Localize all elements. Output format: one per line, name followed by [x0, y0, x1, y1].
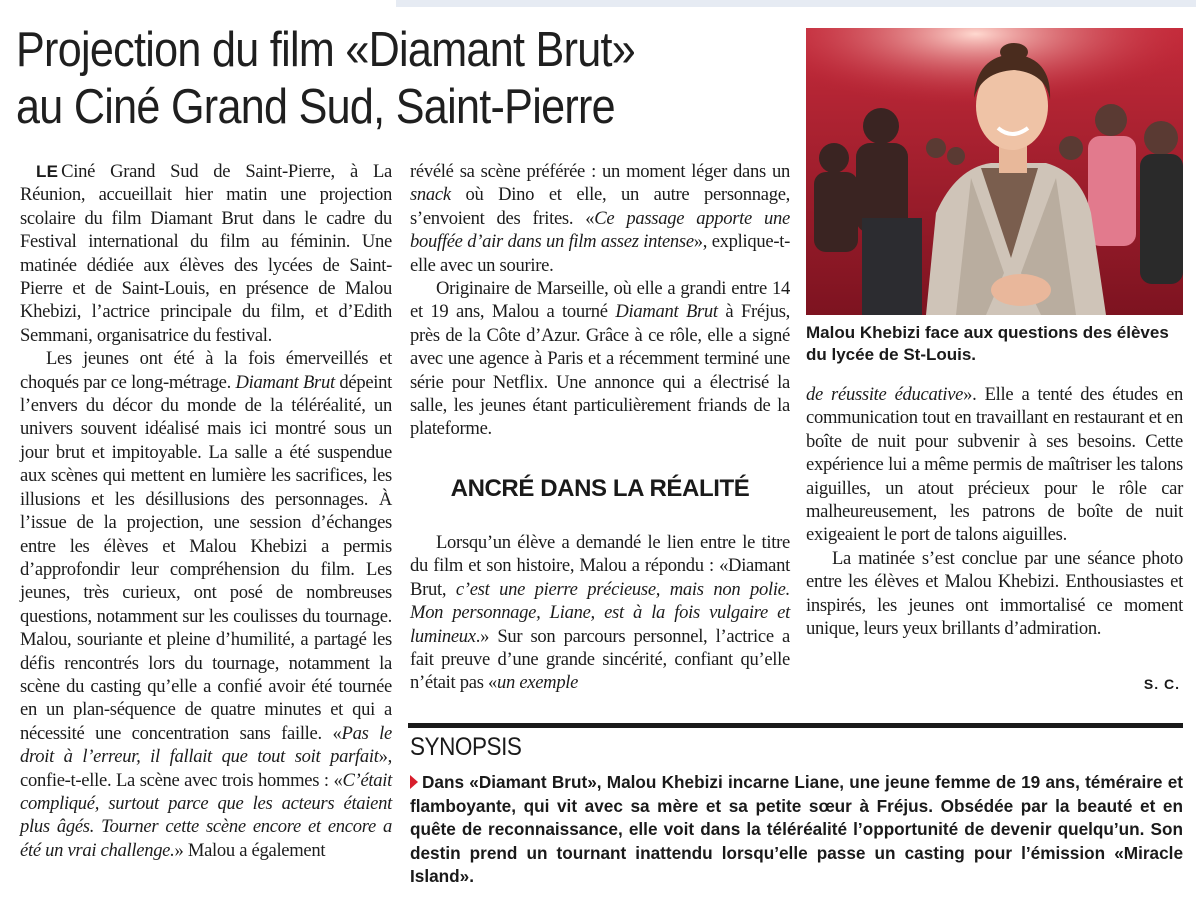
synopsis-rule — [408, 723, 1183, 728]
headline-line-2: au Ciné Grand Sud, Saint-Pierre — [16, 80, 615, 134]
photo-illustration — [806, 28, 1183, 315]
article-column-2-continued — [410, 531, 790, 695]
headline-line-1: Projection du film «Diamant Brut» — [16, 23, 636, 77]
article-paragraph: Originaire de Marseille, où elle a grandi entre 14 et 19 ans, Malou a tourné Diamant Brut à Fréjus, près de la Côte d’Azur. Grâce à ce rôle, elle a signé avec une agence à Paris et a récemment terminé une série pour Netflix. Une annonce qui a électrisé la salle, les jeunes étant particulièrement friands de la plateforme. — [410, 278, 790, 440]
article-column-1 — [20, 160, 392, 862]
article-photo — [806, 28, 1183, 315]
article-column-2 — [410, 160, 790, 441]
article-paragraph: LE Ciné Grand Sud de Saint-Pierre, à La Réunion, accueillait hier matin une projection scolaire du film Diamant Brut dans le cadre du Festival international du film au féminin. Une matinée dédiée aux élèves des lycées de Saint-Pierre et de Saint-Louis, en présence de Malou Khebizi, l’actrice principale du film, et d’Edith Semmani, organisatrice du festival. — [20, 161, 392, 346]
bullet-triangle-icon — [410, 775, 418, 789]
top-bar — [396, 0, 1196, 7]
article-paragraph: révélé sa scène préférée : un moment léger dans un snack où Dino et elle, un autre personnage, s’envoient des frites. «Ce passage apporte une bouffée d’air dans un film assez intense», explique-t-elle avec un sourire. — [410, 161, 790, 276]
article-column-3 — [806, 383, 1183, 640]
article-paragraph: Les jeunes ont été à la fois émerveillés et choqués par ce long-métrage. Diamant Brut dépeint l’envers du décor du monde de la téléréalité, un univers souvent idéalisé mais ici montré sous un jour brut et impitoyable. La salle a été suspendue aux scènes qui mettent en lumière les sacrifices, les illusions et les désillusions des personnages. À l’issue de la projection, une session d’échanges entre les élèves et Malou Khebizi a permis d’approfondir leur compréhension du film. Les jeunes, très curieux, ont posé de nombreuses questions, notamment sur les coulisses du tournage. Malou, souriante et pleine d’humilité, a partagé les défis rencontrés lors du tournage, notamment la scène du casting qu’elle a confié avoir été tournée en un plan-séquence de quatre minutes et qui a nécessité une concentration sans faille. «Pas le droit à l’erreur, il fallait que tout soit parfait», confie-t-elle. La scène avec trois hommes : «C’était compliqué, surtout parce que les acteurs étaient plus âgés. Tourner cette scène encore et encore a été un vrai challenge.» Malou a également — [20, 348, 393, 861]
headline — [16, 22, 702, 136]
synopsis-text: Dans «Diamant Brut», Malou Khebizi incarne Liane, une jeune femme de 19 ans, téméraire et flamboyante, qui vit avec sa mère et sa petite sœur à Fréjus. Obsédée par la beauté et en quête de reconnaissance, elle voit dans la téléréalité l’opportunité de devenir quelqu’un. Son destin prend un tournant inattendu lorsqu’elle passe un casting pour l’émission «Miracle Island». — [410, 772, 1183, 887]
article-paragraph: Lorsqu’un élève a demandé le lien entre le titre du film et son histoire, Malou a répondu : «Diamant Brut, c’est une pierre précieuse, mais non polie. Mon personnage, Liane, est à la fois vulgaire et lumineux.» Sur son parcours personnel, l’actrice a fait preuve d’une grande sincérité, confiant qu’elle n’était pas «un exemple — [410, 532, 790, 694]
lead-word: LE — [36, 162, 59, 181]
synopsis-title: SYNOPSIS — [410, 733, 522, 761]
subheading: ANCRÉ DANS LA RÉALITÉ — [450, 475, 750, 502]
article-paragraph: de réussite éducative». Elle a tenté des études en communication tout en travaillant en restaurant et en boîte de nuit pour subvenir à ses besoins. Cette expérience lui a même permis de maîtriser les talons aiguilles, un atout précieux pour le rôle car malheureusement, les patrons de boîte de nuit exigeaient le port de talons aiguilles. — [806, 384, 1183, 546]
author-signature: S. C. — [1143, 676, 1180, 692]
photo-caption: Malou Khebizi face aux questions des élèves du lycée de St-Louis. — [806, 323, 1169, 364]
article-paragraph: La matinée s’est conclue par une séance photo entre les élèves et Malou Khebizi. Enthousiastes et inspirés, les jeunes ont immortalisé ce moment unique, leurs yeux brillants d’admiration. — [806, 547, 1183, 640]
